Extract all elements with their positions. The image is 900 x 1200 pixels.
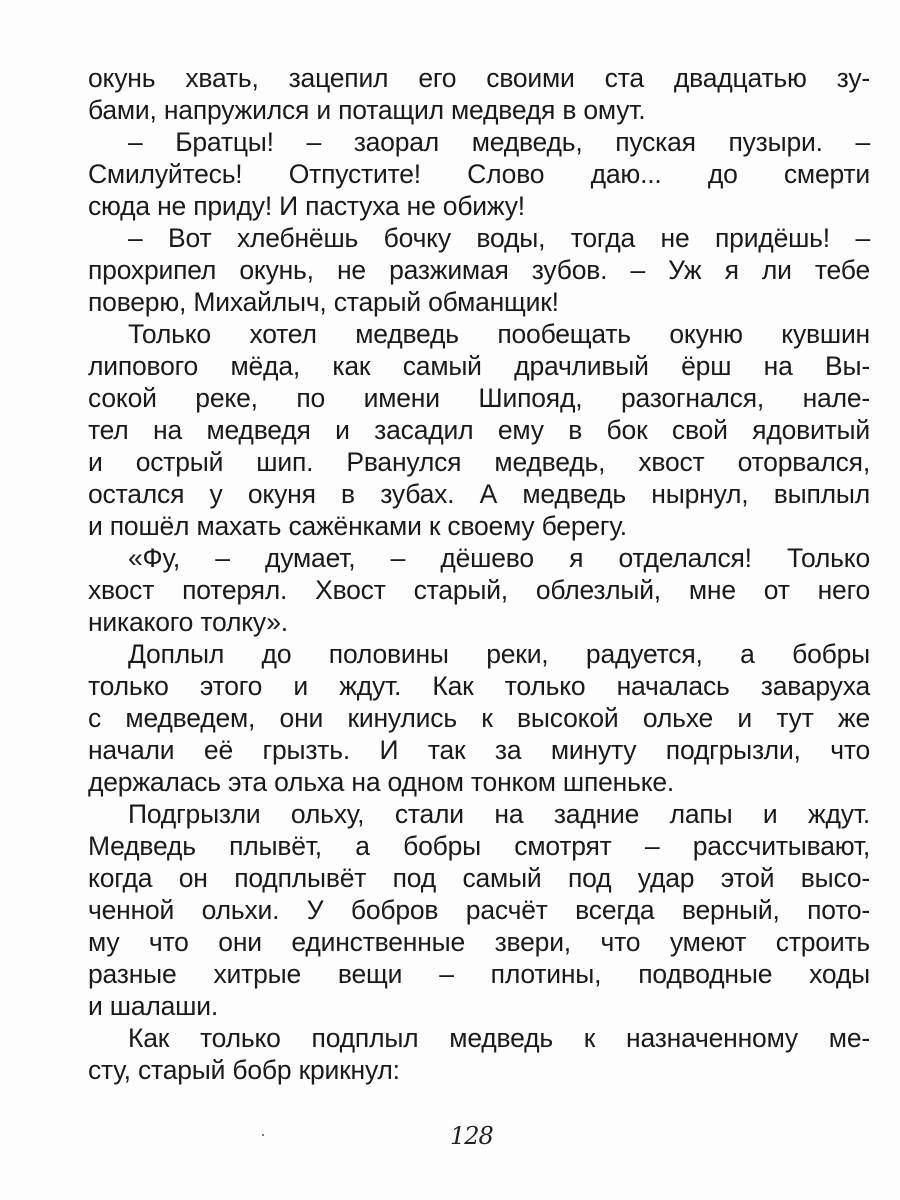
text-line: сокой реке, по имени Шипояд, разогнался, нале- [88, 383, 870, 413]
text-line: когда он подплывёт под самый под удар этой высо- [88, 863, 870, 893]
text-line: Смилуйтесь! Отпустите! Слово даю... до смерти [88, 159, 870, 189]
text-line: поверю, Михайлыч, старый обманщик! [88, 287, 559, 317]
text-line: прохрипел окунь, не разжимая зубов. – Уж я ли тебе [88, 255, 870, 285]
text-line: Только хотел медведь пообещать окуню кувшин [128, 319, 870, 349]
text-line: «Фу, – думает, – дёшево я отделался! Только [128, 543, 870, 573]
text-line: сюда не приду! И пастуха не обижу! [88, 191, 525, 221]
text-line: му что они единственные звери, что умеют строить [88, 927, 870, 957]
text-line: никакого толку». [88, 607, 288, 637]
text-line: держалась эта ольха на одном тонком шпеньке. [88, 767, 675, 797]
text-line: ченной ольхи. У бобров расчёт всегда верный, пото- [88, 895, 870, 925]
text-line: тел на медведя и засадил ему в бок свой ядовитый [88, 415, 870, 445]
text-line: – Вот хлебнёшь бочку воды, тогда не придёшь! – [128, 223, 870, 253]
text-line: Как только подплыл медведь к назначенному ме- [128, 1023, 870, 1053]
text-line: Доплыл до половины реки, радуется, а бобры [128, 639, 870, 669]
text-line: окунь хвать, зацепил его своими ста двадцатью зу- [88, 63, 870, 93]
text-line: Медведь плывёт, а бобры смотрят – рассчитывают, [88, 831, 870, 861]
text-line: только этого и ждут. Как только началась заваруха [88, 671, 870, 701]
page-number: 128 [450, 1122, 493, 1150]
text-line: Подгрызли ольху, стали на задние лапы и ждут. [128, 799, 870, 829]
text-line: хвост потерял. Хвост старый, облезлый, мне от него [88, 575, 870, 605]
text-line: – Братцы! – заорал медведь, пуская пузыри. – [128, 127, 870, 157]
text-line: бами, напружился и потащил медведя в омут. [88, 95, 646, 125]
text-line: начали её грызть. И так за минуту подгрызли, что [88, 735, 870, 765]
text-line: и шалаши. [88, 991, 218, 1021]
text-line: и пошёл махать сажёнками к своему берегу. [88, 511, 627, 541]
text-line: разные хитрые вещи – плотины, подводные ходы [88, 959, 870, 989]
text-line: с медведем, они кинулись к высокой ольхе и тут же [88, 703, 870, 733]
text-line: остался у окуня в зубах. А медведь нырнул, выплыл [88, 479, 870, 509]
scan-speck [262, 1134, 264, 1136]
text-line: сту, старый бобр крикнул: [88, 1055, 400, 1085]
text-line: липового мёда, как самый драчливый ёрш на Вы- [88, 351, 870, 381]
page-body-text [88, 62, 870, 1086]
text-line: и острый шип. Рванулся медведь, хвост оторвался, [88, 447, 870, 477]
